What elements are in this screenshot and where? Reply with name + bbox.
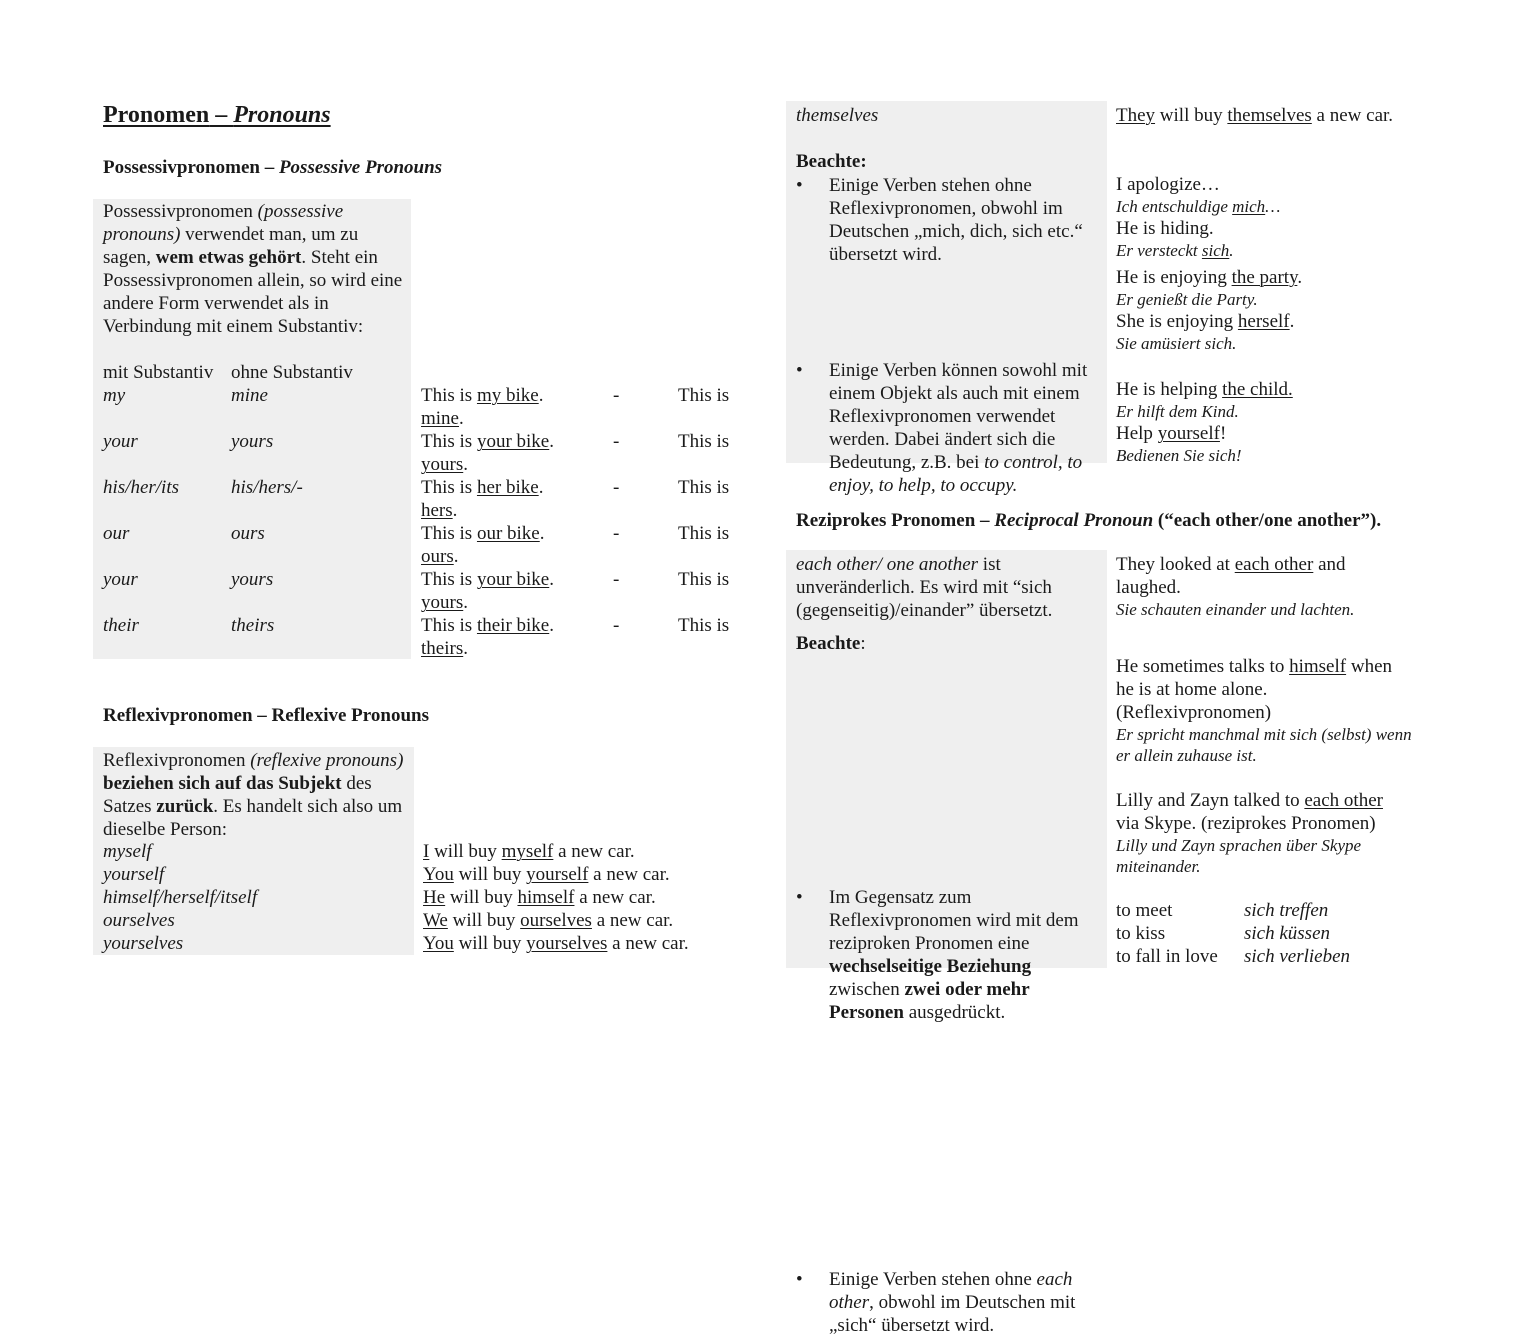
possessive-intro: Possessivpronomen (possessive pronouns) verwendet man, um zu sagen, wem etwas gehört. Steht ein Possessivpronomen allein, so wird eine andere Form verwendet als in Verbindung mit einem Substantiv:: [103, 201, 403, 337]
possessive-this-is: This is: [678, 569, 730, 590]
dash: -: [613, 385, 620, 406]
reflexive-pronoun: myself: [103, 841, 152, 862]
possessive-this-is: This is: [678, 477, 730, 498]
possessive-with-noun: our: [103, 523, 130, 544]
verb-german: sich küssen: [1244, 923, 1331, 944]
example: They looked at each other and laughed.: [1116, 554, 1346, 598]
reflexive-example: He will buy himself a new car.: [423, 887, 656, 908]
possessive-example: This is your bike.: [421, 431, 554, 452]
reciprocal-example-1: [1116, 655, 1414, 766]
possessive-without-noun: yours: [231, 431, 274, 452]
reflexive-pronoun: yourselves: [103, 933, 184, 954]
possessive-this-is: This is: [678, 615, 730, 636]
dash: -: [613, 523, 620, 544]
example-translation: Lilly und Zayn sprachen über Skype miteinander.: [1116, 836, 1362, 876]
bullet-icon: •: [796, 360, 803, 381]
reflexive-example: You will buy yourselves a new car.: [423, 933, 689, 954]
example-translation: Ich entschuldige mich…: [1116, 197, 1281, 216]
possessive-without-noun: theirs: [231, 615, 275, 636]
possessive-col-without-header: ohne Substantiv: [231, 362, 353, 383]
reflexive-note2-examples: [1116, 266, 1416, 466]
reflexive-example: You will buy yourself a new car.: [423, 864, 670, 885]
possessive-heading: Possessivpronomen – Possessive Pronouns: [103, 157, 443, 178]
dash: -: [613, 615, 620, 636]
example: She is enjoying herself.: [1116, 311, 1295, 332]
possessive-with-noun: their: [103, 615, 139, 636]
dash: -: [613, 569, 620, 590]
reflexive-pronoun: himself/herself/itself: [103, 887, 258, 908]
example-translation: Sie schauten einander und lachten.: [1116, 600, 1355, 619]
example: He is helping the child.: [1116, 379, 1293, 400]
possessive-with-noun: my: [103, 385, 126, 406]
example: He sometimes talks to himself when he is at home alone. (Reflexivpronomen): [1116, 656, 1392, 723]
reciprocal-note-label: Beachte:: [796, 633, 866, 654]
possessive-pronoun-example: theirs.: [421, 638, 468, 659]
dash: -: [613, 431, 620, 452]
example: He is enjoying the party.: [1116, 267, 1303, 288]
verb-german: sich verlieben: [1244, 946, 1351, 967]
example-translation: Bedienen Sie sich!: [1116, 446, 1242, 465]
example-translation: Er hilft dem Kind.: [1116, 402, 1239, 421]
reflexive-example: They will buy themselves a new car.: [1116, 105, 1394, 126]
dash: -: [613, 477, 620, 498]
possessive-this-is: This is: [678, 431, 730, 452]
reciprocal-intro-example: [1116, 553, 1386, 620]
example-translation: Er genießt die Party.: [1116, 290, 1258, 309]
example: Lilly and Zayn talked to each other via Skype. (reziprokes Pronomen): [1116, 790, 1383, 834]
example: I apologize…: [1116, 174, 1220, 195]
possessive-example: This is their bike.: [421, 615, 554, 636]
reflexive-note1-examples: [1116, 173, 1416, 261]
possessive-pronoun-example: yours.: [421, 592, 468, 613]
example-translation: Er spricht manchmal mit sich (selbst) wenn er allein zuhause ist.: [1116, 725, 1412, 765]
reciprocal-note-1: • Im Gegensatz zum Reflexivpronomen wird mit dem reziproken Pronomen eine wechselseitige Beziehung zwischen zwei oder mehr Personen ausgedrückt.: [796, 887, 1079, 1023]
reflexive-example: We will buy ourselves a new car.: [423, 910, 674, 931]
verb-english: to kiss: [1116, 923, 1166, 944]
reciprocal-heading: Reziprokes Pronomen – Reciprocal Pronoun (“each other/one another”).: [796, 510, 1382, 531]
possessive-without-noun: his/hers/-: [231, 477, 303, 498]
reflexive-note-1: • Einige Verben stehen ohne Reflexivpronomen, obwohl im Deutschen „mich, dich, sich etc.“ übersetzt wird.: [796, 175, 1083, 265]
possessive-example: This is my bike.: [421, 385, 544, 406]
reflexive-intro: Reflexivpronomen (reflexive pronouns) beziehen sich auf das Subjekt des Satzes zurück. Es handelt sich also um dieselbe Person:: [103, 750, 404, 840]
reflexive-note-2: • Einige Verben können sowohl mit einem Objekt als auch mit einem Reflexivpronomen verwendet werden. Dabei ändert sich die Bedeutung, z.B. bei to control, to enjoy, to help, to occupy.: [796, 360, 1088, 496]
possessive-this-is: This is: [678, 385, 730, 406]
example: Help yourself!: [1116, 423, 1227, 444]
possessive-without-noun: yours: [231, 569, 274, 590]
reflexive-note-label: Beachte:: [796, 151, 867, 172]
possessive-example: This is her bike.: [421, 477, 544, 498]
reciprocal-note-2: • Einige Verben stehen ohne each other, obwohl im Deutschen mit „sich“ übersetzt wird.: [796, 1269, 1076, 1336]
possessive-pronoun-example: yours.: [421, 454, 468, 475]
example-translation: Er versteckt sich.: [1116, 241, 1234, 260]
reflexive-pronoun: yourself: [103, 864, 165, 885]
reflexive-pronoun: ourselves: [103, 910, 175, 931]
page-title: Pronomen – Pronouns: [103, 102, 331, 128]
reciprocal-intro: each other/ one another ist unveränderlich. Es wird mit “sich (gegenseitig)/einander” übersetzt.: [796, 554, 1053, 621]
reflexive-example: I will buy myself a new car.: [423, 841, 635, 862]
bullet-icon: •: [796, 175, 803, 196]
possessive-without-noun: ours: [231, 523, 265, 544]
reflexive-pronoun: themselves: [796, 105, 879, 126]
bullet-icon: •: [796, 1269, 803, 1290]
possessive-pronoun-example: hers.: [421, 500, 458, 521]
reciprocal-example-2: [1116, 789, 1406, 877]
reflexive-heading: Reflexivpronomen – Reflexive Pronouns: [103, 705, 429, 726]
possessive-pronoun-example: ours.: [421, 546, 459, 567]
verb-english: to meet: [1116, 900, 1173, 921]
possessive-without-noun: mine: [231, 385, 268, 406]
possessive-this-is: This is: [678, 523, 730, 544]
verb-german: sich treffen: [1244, 900, 1329, 921]
example: He is hiding.: [1116, 218, 1214, 239]
verb-english: to fall in love: [1116, 946, 1218, 967]
possessive-example: This is our bike.: [421, 523, 545, 544]
possessive-with-noun: your: [103, 569, 138, 590]
possessive-pronoun-example: mine.: [421, 408, 464, 429]
possessive-col-with-header: mit Substantiv: [103, 362, 214, 383]
possessive-with-noun: your: [103, 431, 138, 452]
example-translation: Sie amüsiert sich.: [1116, 334, 1237, 353]
possessive-with-noun: his/her/its: [103, 477, 180, 498]
possessive-example: This is your bike.: [421, 569, 554, 590]
bullet-icon: •: [796, 887, 803, 908]
